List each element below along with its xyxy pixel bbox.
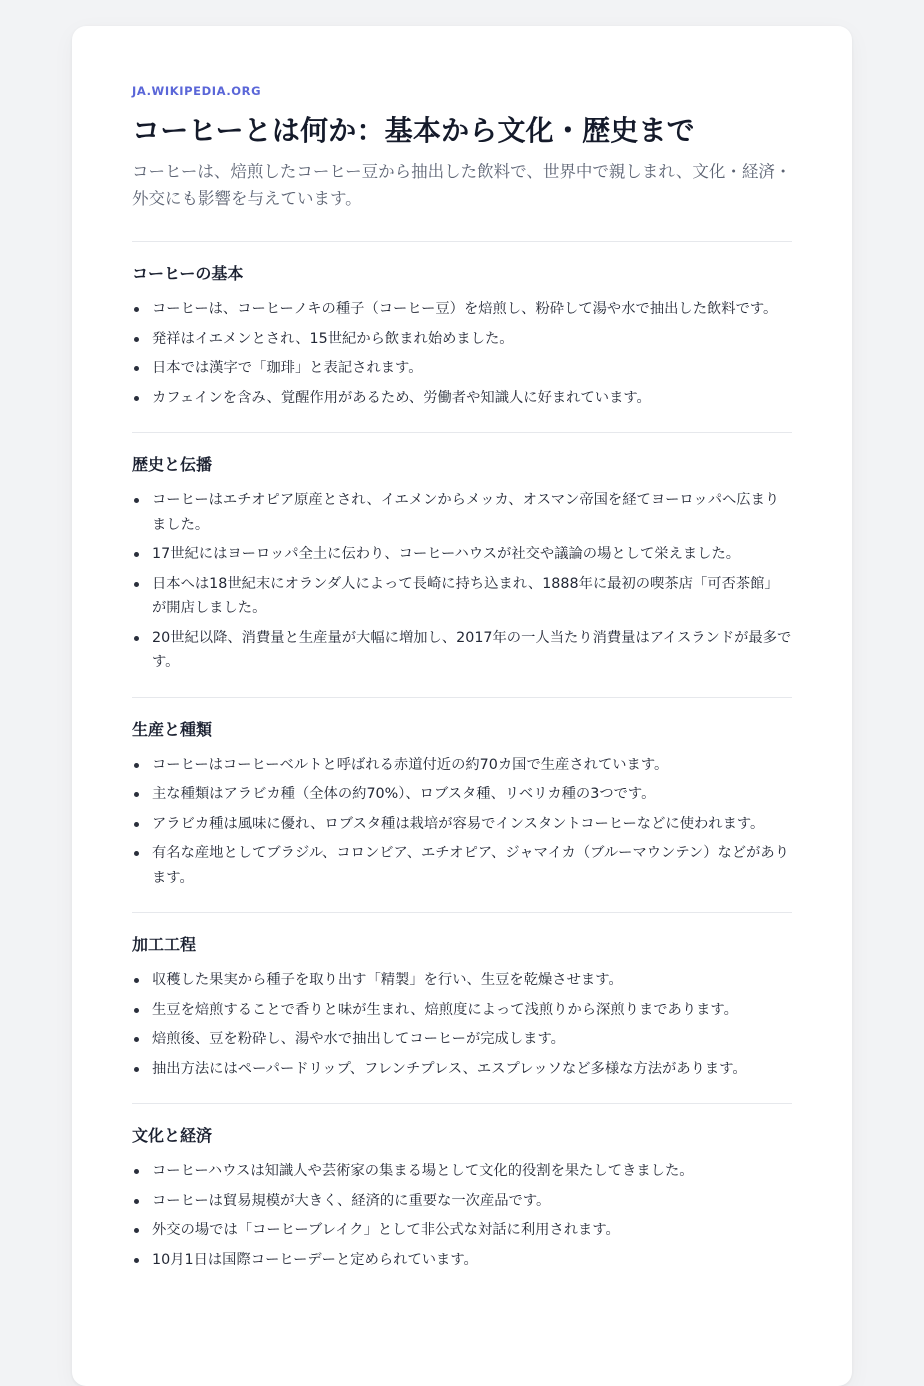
list-item	[132, 572, 792, 621]
bullet-dot-icon	[134, 1228, 139, 1233]
list-item-text: 収穫した果実から種子を取り出す「精製」を行い、生豆を乾燥させます。	[152, 972, 623, 988]
list-item-text: 日本へは18世紀末にオランダ人によって長崎に持ち込まれ、1888年に最初の喫茶店「可否茶館」が開店しました。	[152, 575, 779, 616]
section-title: 文化と経済	[132, 1126, 213, 1145]
list-item	[132, 812, 792, 837]
section-title: コーヒーの基本	[132, 264, 244, 283]
bullet-list	[132, 753, 792, 891]
list-item-text: 20世紀以降、消費量と生産量が大幅に増加し、2017年の一人当たり消費量はアイスランドが最多です。	[152, 629, 792, 670]
bullet-dot-icon	[134, 552, 139, 557]
bullet-list	[132, 968, 792, 1081]
bullet-dot-icon	[134, 851, 139, 856]
list-item-text: 17世紀にはヨーロッパ全土に伝わり、コーヒーハウスが社交や議論の場として栄えました。	[152, 546, 741, 562]
bullet-dot-icon	[134, 582, 139, 587]
list-item	[132, 1027, 792, 1052]
list-item	[132, 998, 792, 1023]
list-item	[132, 968, 792, 993]
bullet-dot-icon	[134, 792, 139, 797]
list-item-text: 有名な産地としてブラジル、コロンビア、エチオピア、ジャマイカ（ブルーマウンテン）などがあります。	[152, 845, 789, 886]
page-title: コーヒーとは何か：基本から文化・歴史まで	[132, 114, 695, 147]
list-item-text: コーヒーは、コーヒーノキの種子（コーヒー豆）を焙煎し、粉砕して湯や水で抽出した飲料です。	[152, 301, 778, 317]
list-item	[132, 1159, 792, 1184]
list-item-text: コーヒーは貿易規模が大きく、経済的に重要な一次産品です。	[152, 1192, 551, 1209]
list-item	[132, 1189, 792, 1214]
bullet-dot-icon	[134, 822, 139, 827]
list-item	[132, 626, 792, 675]
list-item	[132, 1248, 792, 1273]
list-item-text: 発祥はイエメンとされ、15世紀から飲まれ始めました。	[152, 330, 514, 347]
section-4	[132, 913, 792, 1103]
section-title: 生産と種類	[132, 719, 213, 739]
source-label: JA.WIKIPEDIA.ORG	[132, 84, 262, 98]
bullet-dot-icon	[134, 337, 139, 342]
list-item-text: 焙煎後、豆を粉砕し、湯や水で抽出してコーヒーが完成します。	[152, 1031, 565, 1047]
bullet-dot-icon	[134, 1258, 139, 1263]
list-item-text: 外交の場では「コーヒーブレイク」として非公式な対話に利用されます。	[152, 1222, 620, 1238]
list-item-text: 主な種類はアラビカ種（全体の約70%）、ロブスタ種、リベリカ種の3つです。	[152, 786, 656, 802]
list-item	[132, 386, 792, 411]
bullet-dot-icon	[134, 1067, 139, 1072]
list-item-text: コーヒーハウスは知識人や芸術家の集まる場として文化的役割を果たしてきました。	[152, 1163, 694, 1179]
bullet-list	[132, 1159, 792, 1272]
section-5	[132, 1104, 792, 1294]
bullet-dot-icon	[134, 498, 139, 503]
list-item	[132, 1057, 792, 1082]
section-title: 加工工程	[132, 935, 197, 954]
list-item-text: 日本では漢字で「珈琲」と表記されます。	[152, 360, 423, 376]
bullet-dot-icon	[134, 307, 139, 312]
list-item	[132, 753, 792, 778]
bullet-list	[132, 297, 792, 410]
list-item	[132, 327, 792, 352]
list-item	[132, 488, 792, 537]
list-item	[132, 356, 792, 381]
bullet-dot-icon	[134, 978, 139, 983]
section-3	[132, 698, 792, 913]
list-item-text: カフェインを含み、覚醒作用があるため、労働者や知識人に好まれています。	[152, 389, 651, 406]
bullet-dot-icon	[134, 1199, 139, 1204]
bullet-dot-icon	[134, 636, 139, 641]
bullet-dot-icon	[134, 763, 139, 768]
list-item-text: コーヒーはコーヒーベルトと呼ばれる赤道付近の約70カ国で生産されています。	[152, 756, 669, 773]
list-item-text: 生豆を焙煎することで香りと味が生まれ、焙煎度によって浅煎りから深煎りまであります。	[152, 1001, 738, 1018]
bullet-dot-icon	[134, 1008, 139, 1013]
article-card	[72, 26, 852, 1386]
list-item	[132, 841, 792, 890]
section-1	[132, 242, 792, 432]
bullet-dot-icon	[134, 366, 139, 371]
list-item	[132, 782, 792, 807]
bullet-list	[132, 488, 792, 675]
lead-paragraph: コーヒーは、焙煎したコーヒー豆から抽出した飲料で、世界中で親しまれ、文化・経済・外交にも影響を与えています。	[132, 162, 792, 208]
section-title: 歴史と伝播	[132, 455, 213, 474]
list-item-text: 10月1日は国際コーヒーデーと定められています。	[152, 1251, 478, 1268]
list-item	[132, 297, 792, 322]
bullet-dot-icon	[134, 1037, 139, 1042]
list-item	[132, 1218, 792, 1243]
bullet-dot-icon	[134, 1169, 139, 1174]
bullet-dot-icon	[134, 396, 139, 401]
section-2	[132, 433, 792, 697]
list-item	[132, 542, 792, 567]
list-item-text: 抽出方法にはペーパードリップ、フレンチプレス、エスプレッソなど多様な方法があります。	[152, 1060, 747, 1077]
sections-container	[132, 242, 792, 1294]
list-item-text: コーヒーはエチオピア原産とされ、イエメンからメッカ、オスマン帝国を経てヨーロッパへ広まりました。	[152, 492, 780, 533]
list-item-text: アラビカ種は風味に優れ、ロブスタ種は栽培が容易でインスタントコーヒーなどに使われます。	[152, 815, 765, 832]
